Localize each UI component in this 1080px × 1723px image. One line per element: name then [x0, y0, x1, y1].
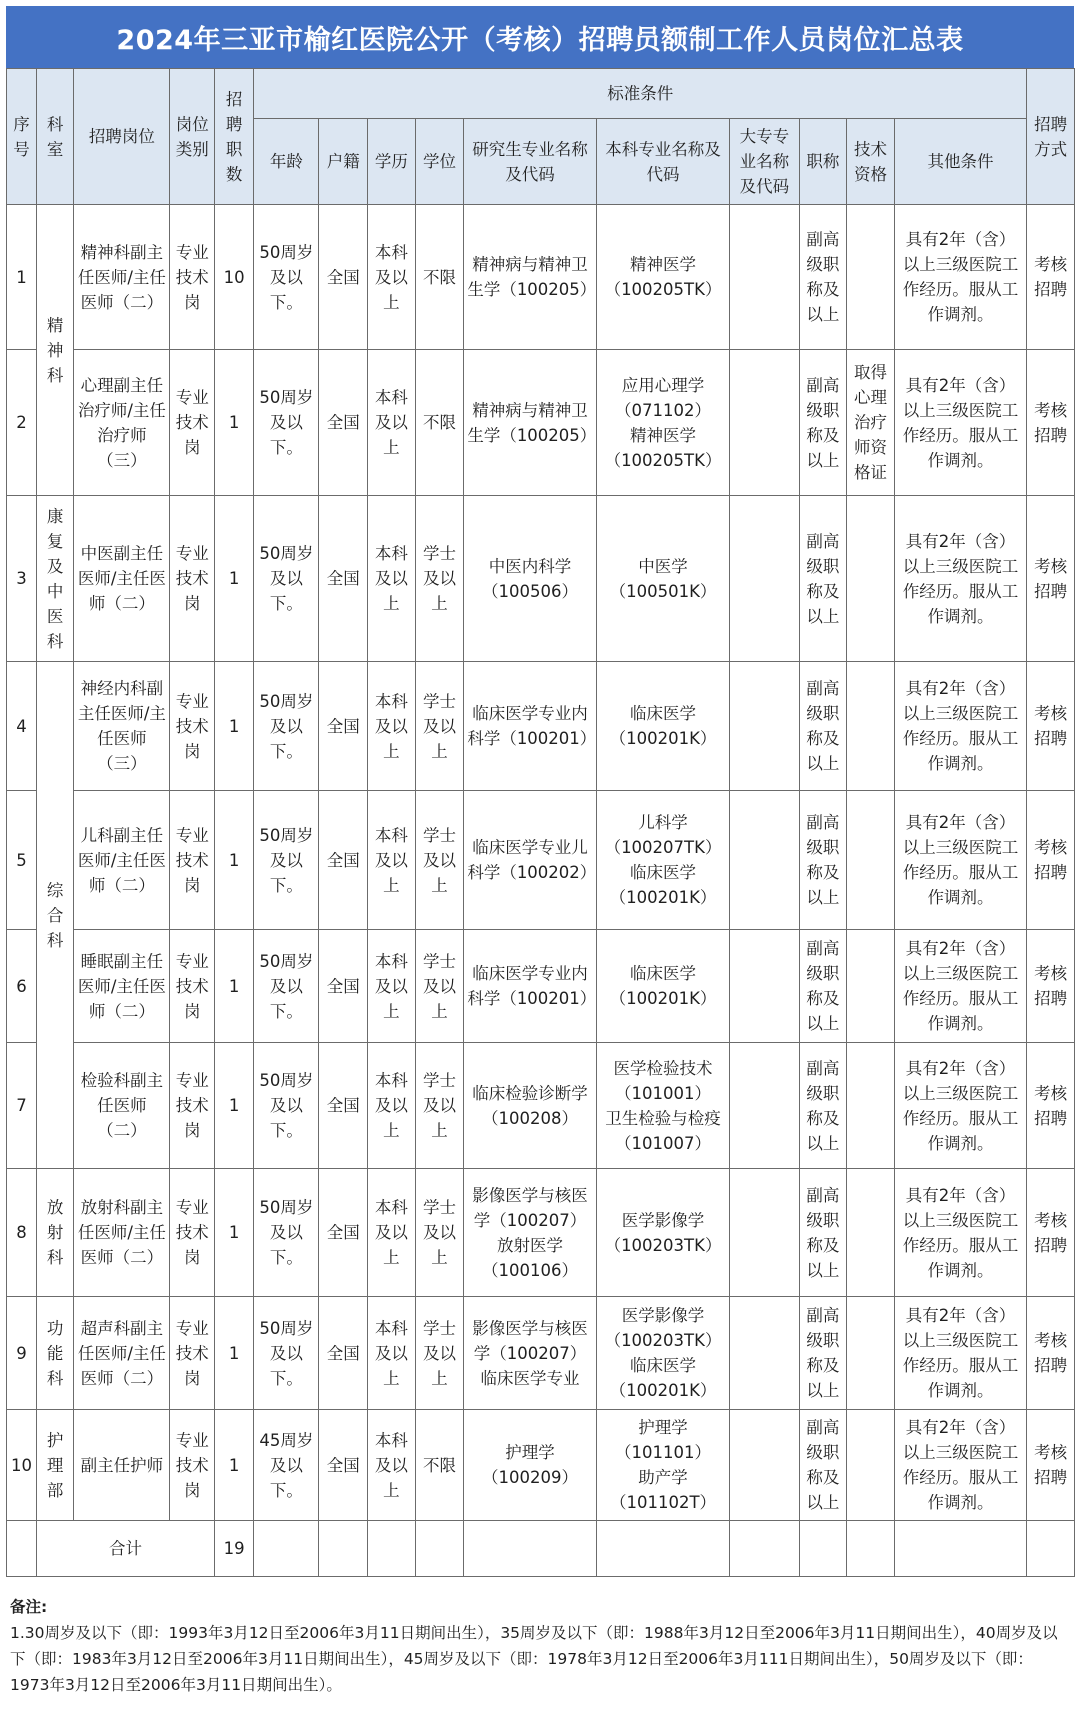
- cell-post-type: 专业技术岗: [170, 1410, 214, 1521]
- cell-title: 副高级职称及以上: [799, 1169, 847, 1297]
- cell-department: 综合科: [37, 662, 74, 1169]
- cell-position: 精神科副主任医师/主任医师（二）: [74, 205, 170, 350]
- cell-post-type: 专业技术岗: [170, 1043, 214, 1169]
- table-row: [7, 1410, 1075, 1521]
- cell-qualification: [847, 1410, 895, 1521]
- cell-title: 副高级职称及以上: [799, 662, 847, 791]
- cell-age: 50周岁及以下。: [254, 1043, 319, 1169]
- table-row: [7, 930, 1075, 1043]
- cell-household: 全国: [319, 496, 368, 662]
- total-value: 19: [214, 1521, 253, 1577]
- cell-age: 50周岁及以下。: [254, 1169, 319, 1297]
- cell-other: 具有2年（含）以上三级医院工作经历。服从工作调剂。: [894, 662, 1026, 791]
- cell-bachelor-major: 医学影像学（100203TK） 临床医学（100201K）: [596, 1297, 729, 1410]
- header-household: 户籍: [319, 119, 368, 205]
- header-post-type: 岗位类别: [170, 69, 214, 205]
- cell-title: 副高级职称及以上: [799, 1297, 847, 1410]
- cell-title: 副高级职称及以上: [799, 1410, 847, 1521]
- total-empty-cell: [1027, 1521, 1075, 1577]
- cell-other: 具有2年（含）以上三级医院工作经历。服从工作调剂。: [894, 791, 1026, 930]
- cell-degree: 不限: [415, 350, 464, 496]
- cell-household: 全国: [319, 205, 368, 350]
- cell-college-major: [730, 350, 799, 496]
- header-college-major: 大专专业名称及代码: [730, 119, 799, 205]
- cell-title: 副高级职称及以上: [799, 930, 847, 1043]
- cell-postgrad-major: 临床检验诊断学（100208）: [464, 1043, 596, 1169]
- cell-postgrad-major: 临床医学专业儿科学（100202）: [464, 791, 596, 930]
- cell-postgrad-major: 精神病与精神卫生学（100205）: [464, 205, 596, 350]
- header-age: 年龄: [254, 119, 319, 205]
- cell-household: 全国: [319, 1169, 368, 1297]
- cell-index: 8: [7, 1169, 37, 1297]
- cell-count: 10: [214, 205, 253, 350]
- cell-method: 考核招聘: [1027, 205, 1075, 350]
- total-empty-cell: [847, 1521, 895, 1577]
- header-postgrad-major: 研究生专业名称及代码: [464, 119, 596, 205]
- cell-age: 45周岁及以下。: [254, 1410, 319, 1521]
- cell-position: 神经内科副主任医师/主任医师（三）: [74, 662, 170, 791]
- cell-other: 具有2年（含）以上三级医院工作经历。服从工作调剂。: [894, 1410, 1026, 1521]
- cell-household: 全国: [319, 350, 368, 496]
- cell-age: 50周岁及以下。: [254, 205, 319, 350]
- cell-index: 6: [7, 930, 37, 1043]
- cell-bachelor-major: 护理学（101101） 助产学（101102T）: [596, 1410, 729, 1521]
- cell-method: 考核招聘: [1027, 350, 1075, 496]
- cell-department: 康复及中医科: [37, 496, 74, 662]
- total-empty-cell: [319, 1521, 368, 1577]
- cell-index: 7: [7, 1043, 37, 1169]
- cell-index: 3: [7, 496, 37, 662]
- cell-age: 50周岁及以下。: [254, 1297, 319, 1410]
- cell-other: 具有2年（含）以上三级医院工作经历。服从工作调剂。: [894, 1169, 1026, 1297]
- page-title: 2024年三亚市榆红医院公开（考核）招聘员额制工作人员岗位汇总表: [6, 6, 1074, 68]
- cell-postgrad-major: 影像医学与核医学（100207） 临床医学专业: [464, 1297, 596, 1410]
- cell-postgrad-major: 影像医学与核医学（100207） 放射医学（100106）: [464, 1169, 596, 1297]
- cell-college-major: [730, 496, 799, 662]
- cell-qualification: [847, 496, 895, 662]
- cell-index: 2: [7, 350, 37, 496]
- total-empty-cell: [368, 1521, 416, 1577]
- cell-household: 全国: [319, 1043, 368, 1169]
- cell-method: 考核招聘: [1027, 1169, 1075, 1297]
- header-title: 职称: [799, 119, 847, 205]
- recruitment-table: [6, 68, 1075, 1577]
- cell-qualification: [847, 662, 895, 791]
- cell-index: 1: [7, 205, 37, 350]
- cell-method: 考核招聘: [1027, 496, 1075, 662]
- table-row: [7, 791, 1075, 930]
- cell-bachelor-major: 中医学（100501K）: [596, 496, 729, 662]
- cell-position: 放射科副主任医师/主任医师（二）: [74, 1169, 170, 1297]
- total-empty-cell: [730, 1521, 799, 1577]
- cell-position: 睡眠副主任医师/主任医师（二）: [74, 930, 170, 1043]
- cell-age: 50周岁及以下。: [254, 791, 319, 930]
- cell-index: 9: [7, 1297, 37, 1410]
- cell-education: 本科及以上: [368, 205, 416, 350]
- cell-position: 心理副主任治疗师/主任治疗师（三）: [74, 350, 170, 496]
- table-row: [7, 1169, 1075, 1297]
- cell-position: 副主任护师: [74, 1410, 170, 1521]
- cell-count: 1: [214, 1297, 253, 1410]
- table-row: [7, 1043, 1075, 1169]
- cell-bachelor-major: 临床医学（100201K）: [596, 930, 729, 1043]
- cell-college-major: [730, 205, 799, 350]
- cell-other: 具有2年（含）以上三级医院工作经历。服从工作调剂。: [894, 496, 1026, 662]
- total-empty-cell: [415, 1521, 464, 1577]
- cell-education: 本科及以上: [368, 662, 416, 791]
- cell-count: 1: [214, 1410, 253, 1521]
- cell-count: 1: [214, 350, 253, 496]
- header-other: 其他条件: [894, 119, 1026, 205]
- header-count: 招聘职数: [214, 69, 253, 205]
- cell-postgrad-major: 护理学（100209）: [464, 1410, 596, 1521]
- cell-title: 副高级职称及以上: [799, 791, 847, 930]
- cell-degree: 不限: [415, 205, 464, 350]
- cell-bachelor-major: 应用心理学（071102） 精神医学（100205TK）: [596, 350, 729, 496]
- cell-method: 考核招聘: [1027, 1297, 1075, 1410]
- cell-other: 具有2年（含）以上三级医院工作经历。服从工作调剂。: [894, 350, 1026, 496]
- cell-degree: 学士及以上: [415, 791, 464, 930]
- cell-post-type: 专业技术岗: [170, 791, 214, 930]
- total-label: 合计: [37, 1521, 215, 1577]
- cell-method: 考核招聘: [1027, 1410, 1075, 1521]
- cell-household: 全国: [319, 662, 368, 791]
- cell-college-major: [730, 1169, 799, 1297]
- cell-qualification: [847, 791, 895, 930]
- cell-other: 具有2年（含）以上三级医院工作经历。服从工作调剂。: [894, 1043, 1026, 1169]
- cell-education: 本科及以上: [368, 791, 416, 930]
- header-education: 学历: [368, 119, 416, 205]
- total-empty-cell: [894, 1521, 1026, 1577]
- cell-title: 副高级职称及以上: [799, 1043, 847, 1169]
- header-department: 科室: [37, 69, 74, 205]
- cell-qualification: [847, 205, 895, 350]
- cell-qualification: 取得心理治疗师资格证: [847, 350, 895, 496]
- cell-post-type: 专业技术岗: [170, 662, 214, 791]
- total-empty-cell: [254, 1521, 319, 1577]
- cell-bachelor-major: 精神医学（100205TK）: [596, 205, 729, 350]
- cell-postgrad-major: 临床医学专业内科学（100201）: [464, 930, 596, 1043]
- cell-position: 超声科副主任医师/主任医师（二）: [74, 1297, 170, 1410]
- cell-degree: 不限: [415, 1410, 464, 1521]
- total-empty-cell: [799, 1521, 847, 1577]
- cell-college-major: [730, 791, 799, 930]
- cell-method: 考核招聘: [1027, 1043, 1075, 1169]
- notes: [10, 1594, 1072, 1698]
- cell-postgrad-major: 临床医学专业内科学（100201）: [464, 662, 596, 791]
- cell-count: 1: [214, 496, 253, 662]
- table-row: [7, 205, 1075, 350]
- cell-age: 50周岁及以下。: [254, 496, 319, 662]
- notes-text: 1.30周岁及以下（即：1993年3月12日至2006年3月11日期间出生），35周岁及以下（即：1988年3月12日至2006年3月11日期间出生），40周岁及以下（即：1983年3月12日至2006年3月11日期间出生），45周岁及以下（即：1978年3月12日至2006年3月111日期间出生），50周岁及以下（即：1973年3月12日至2006年3月11日期间出生）。: [10, 1624, 1058, 1694]
- cell-count: 1: [214, 1043, 253, 1169]
- cell-degree: 学士及以上: [415, 930, 464, 1043]
- cell-education: 本科及以上: [368, 1410, 416, 1521]
- cell-bachelor-major: 临床医学（100201K）: [596, 662, 729, 791]
- cell-postgrad-major: 中医内科学（100506）: [464, 496, 596, 662]
- cell-degree: 学士及以上: [415, 662, 464, 791]
- table-row: [7, 662, 1075, 791]
- cell-education: 本科及以上: [368, 1169, 416, 1297]
- cell-education: 本科及以上: [368, 496, 416, 662]
- cell-household: 全国: [319, 791, 368, 930]
- cell-post-type: 专业技术岗: [170, 496, 214, 662]
- cell-method: 考核招聘: [1027, 930, 1075, 1043]
- cell-age: 50周岁及以下。: [254, 662, 319, 791]
- cell-education: 本科及以上: [368, 930, 416, 1043]
- cell-post-type: 专业技术岗: [170, 205, 214, 350]
- cell-qualification: [847, 1297, 895, 1410]
- cell-department: 功能科: [37, 1297, 74, 1410]
- cell-post-type: 专业技术岗: [170, 930, 214, 1043]
- cell-method: 考核招聘: [1027, 791, 1075, 930]
- table-row: [7, 496, 1075, 662]
- cell-index: 4: [7, 662, 37, 791]
- cell-qualification: [847, 1043, 895, 1169]
- cell-degree: 学士及以上: [415, 496, 464, 662]
- total-empty-cell: [464, 1521, 596, 1577]
- cell-department: 精神科: [37, 205, 74, 496]
- cell-other: 具有2年（含）以上三级医院工作经历。服从工作调剂。: [894, 205, 1026, 350]
- cell-age: 50周岁及以下。: [254, 350, 319, 496]
- cell-count: 1: [214, 791, 253, 930]
- cell-other: 具有2年（含）以上三级医院工作经历。服从工作调剂。: [894, 930, 1026, 1043]
- cell-household: 全国: [319, 930, 368, 1043]
- cell-household: 全国: [319, 1297, 368, 1410]
- cell-college-major: [730, 1297, 799, 1410]
- notes-title: 备注:: [10, 1598, 48, 1616]
- cell-position: 儿科副主任医师/主任医师（二）: [74, 791, 170, 930]
- cell-index: 5: [7, 791, 37, 930]
- cell-post-type: 专业技术岗: [170, 350, 214, 496]
- cell-count: 1: [214, 930, 253, 1043]
- header-qualification: 技术资格: [847, 119, 895, 205]
- cell-department: 放射科: [37, 1169, 74, 1297]
- cell-post-type: 专业技术岗: [170, 1169, 214, 1297]
- cell-title: 副高级职称及以上: [799, 496, 847, 662]
- cell-bachelor-major: 医学检验技术（101001） 卫生检验与检疫（101007）: [596, 1043, 729, 1169]
- cell-method: 考核招聘: [1027, 662, 1075, 791]
- cell-post-type: 专业技术岗: [170, 1297, 214, 1410]
- total-empty-cell: [596, 1521, 729, 1577]
- cell-education: 本科及以上: [368, 1043, 416, 1169]
- cell-postgrad-major: 精神病与精神卫生学（100205）: [464, 350, 596, 496]
- cell-other: 具有2年（含）以上三级医院工作经历。服从工作调剂。: [894, 1297, 1026, 1410]
- cell-college-major: [730, 1043, 799, 1169]
- cell-index: 10: [7, 1410, 37, 1521]
- cell-age: 50周岁及以下。: [254, 930, 319, 1043]
- cell-title: 副高级职称及以上: [799, 350, 847, 496]
- header-index: 序号: [7, 69, 37, 205]
- header-method: 招聘方式: [1027, 69, 1075, 205]
- header-position: 招聘岗位: [74, 69, 170, 205]
- header-standard-conditions: 标准条件: [254, 69, 1027, 119]
- cell-college-major: [730, 662, 799, 791]
- cell-qualification: [847, 930, 895, 1043]
- cell-bachelor-major: 儿科学（100207TK） 临床医学（100201K）: [596, 791, 729, 930]
- header-degree: 学位: [415, 119, 464, 205]
- cell-college-major: [730, 930, 799, 1043]
- cell-degree: 学士及以上: [415, 1169, 464, 1297]
- total-empty-cell: [7, 1521, 37, 1577]
- total-row: [7, 1521, 1075, 1577]
- table-row: [7, 1297, 1075, 1410]
- cell-household: 全国: [319, 1410, 368, 1521]
- cell-education: 本科及以上: [368, 1297, 416, 1410]
- cell-education: 本科及以上: [368, 350, 416, 496]
- cell-bachelor-major: 医学影像学（100203TK）: [596, 1169, 729, 1297]
- cell-title: 副高级职称及以上: [799, 205, 847, 350]
- cell-college-major: [730, 1410, 799, 1521]
- cell-degree: 学士及以上: [415, 1043, 464, 1169]
- cell-qualification: [847, 1169, 895, 1297]
- table-row: [7, 350, 1075, 496]
- cell-count: 1: [214, 662, 253, 791]
- cell-position: 中医副主任医师/主任医师（二）: [74, 496, 170, 662]
- header-bachelor-major: 本科专业名称及代码: [596, 119, 729, 205]
- cell-department: 护理部: [37, 1410, 74, 1521]
- cell-position: 检验科副主任医师（二）: [74, 1043, 170, 1169]
- cell-degree: 学士及以上: [415, 1297, 464, 1410]
- cell-count: 1: [214, 1169, 253, 1297]
